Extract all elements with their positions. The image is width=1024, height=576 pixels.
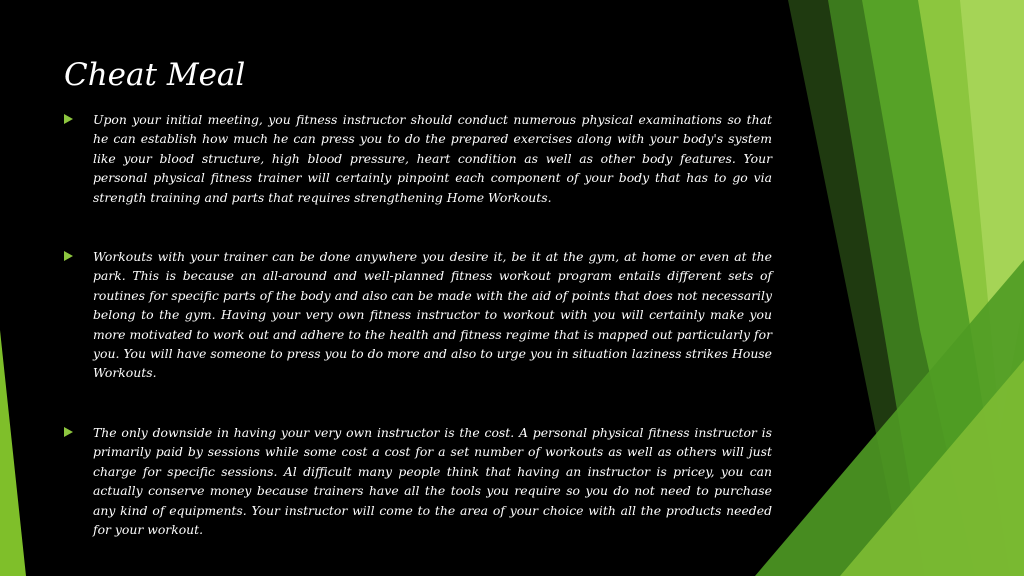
triangle-bullet-icon [64,427,73,437]
triangle-bullet-icon [64,114,73,124]
bullet-text: The only downside in having your very own instructor is the cost. A personal physical fitness instructor is primarily paid by sessions while some cost a cost for a set number of workouts as well as others will just charge for specific sessions. Al difficult many people think that having an instructor is pricey, you can actually conserve money because trainers have all the tools you require so you do not need to purchase any kind of equipments. Your instructor will come to the area of your choice with all the products needed for your workout. [93,425,772,538]
triangle-bullet-icon [64,251,73,261]
bullet-item [64,110,772,207]
bullet-item [64,423,772,539]
left-green-wedge [0,330,26,576]
bullet-text: Upon your initial meeting, you fitness instructor should conduct numerous physical examinations so that he can establish how much he can press you to do the prepared exercises along with your body's system like your blood structure, high blood pressure, heart condition as well as other body features. Your personal physical fitness trainer will certainly pinpoint each component of your body that has to go via strength training and parts that requires strengthening Home Workouts. [93,112,772,205]
bullet-item [64,247,772,383]
slide-title: Cheat Meal [64,57,246,93]
bullet-text: Workouts with your trainer can be done anywhere you desire it, be it at the gym, at home or even at the park. This is because an all-around and well-planned fitness workout program entails different sets of routines for specific parts of the body and also can be made with the aid of points that does not necessarily belong to the gym. Having your very own fitness instructor to workout with you will certainly make you more motivated to work out and adhere to the health and fitness regime that is mapped out particularly for you. You will have someone to press you to do more and also to urge you in situation laziness strikes House Workouts. [93,249,772,381]
